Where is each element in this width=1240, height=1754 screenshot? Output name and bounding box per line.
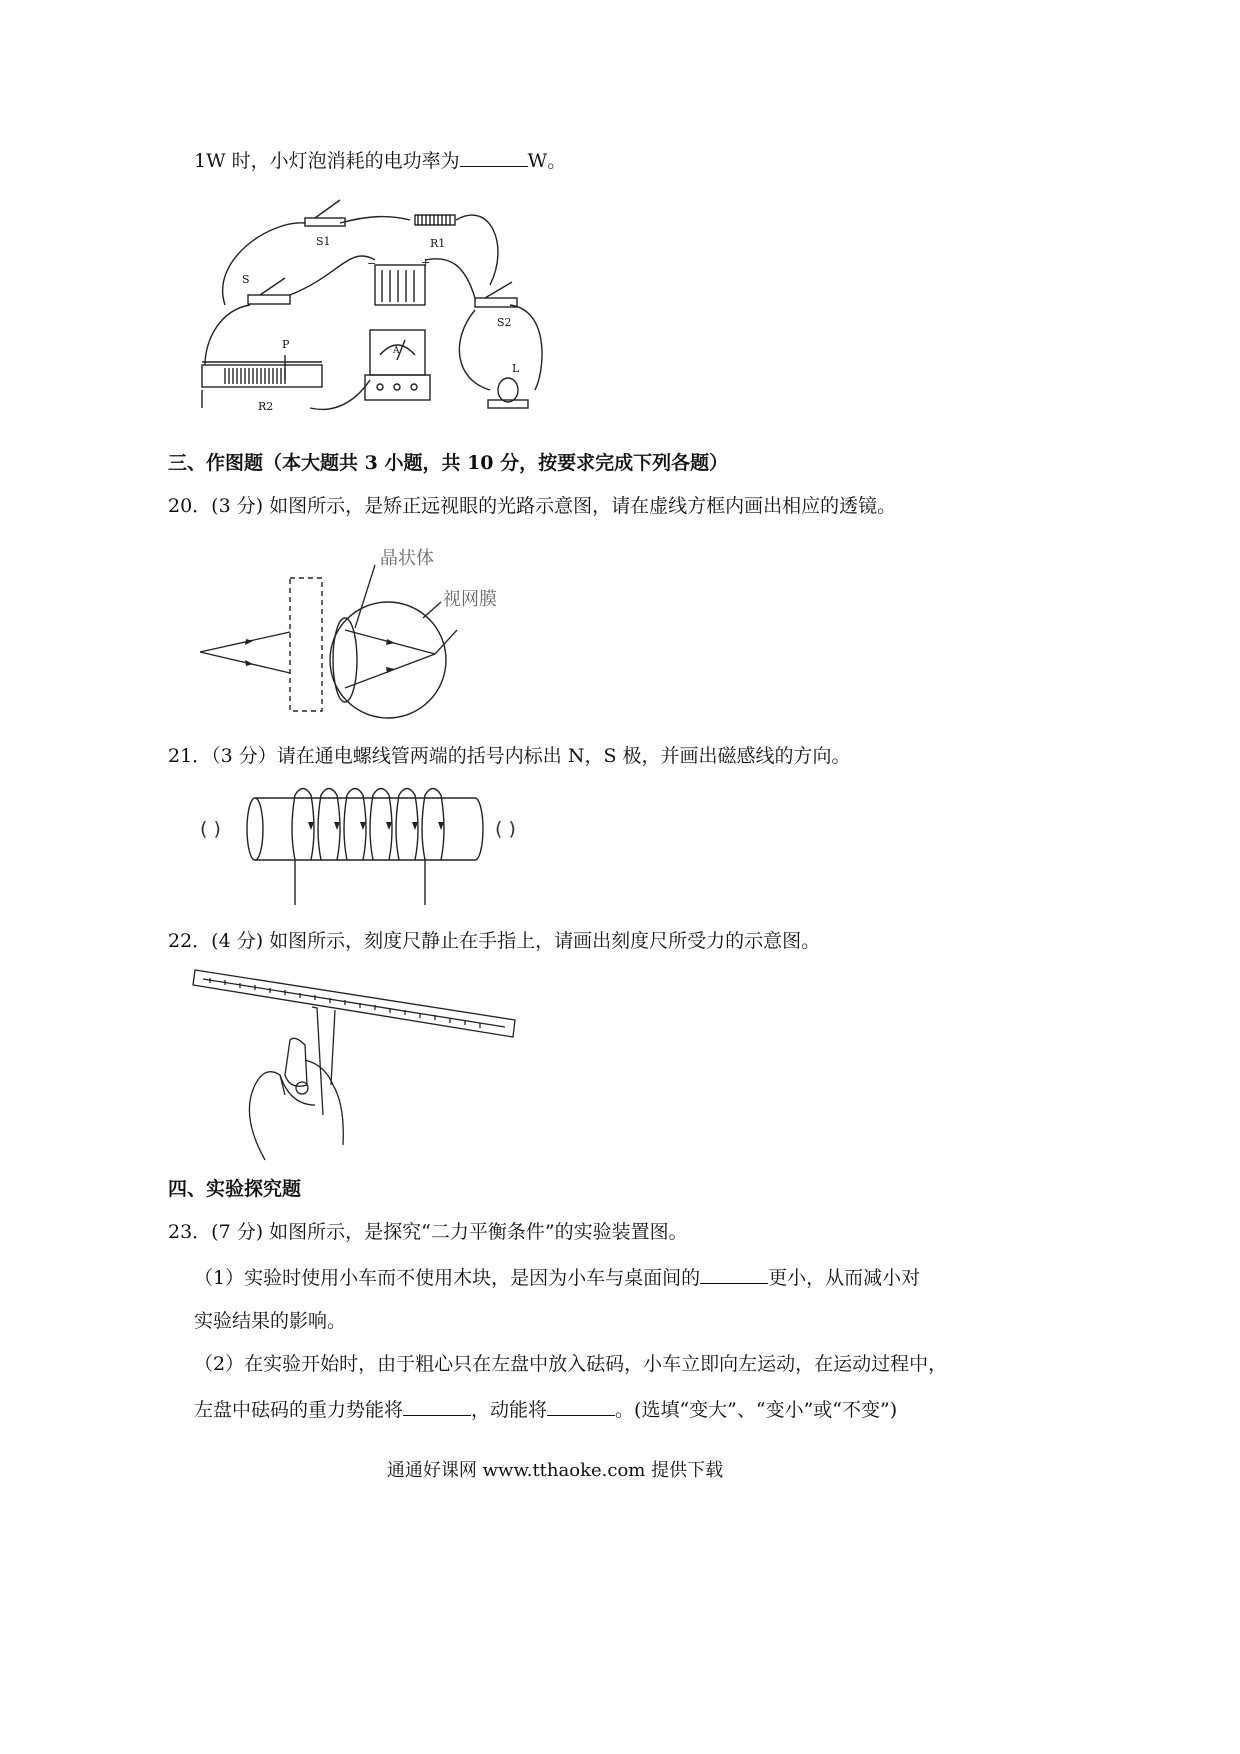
eye-label-retina: 视网膜 xyxy=(443,589,497,610)
q23-1-text: （1）实验时使用小车而不使用木块，是因为小车与桌面间的 xyxy=(194,1267,701,1289)
question-23-part-1-cont: 实验结果的影响。 xyxy=(194,1310,347,1332)
question-20: 20．(3 分) 如图所示，是矫正远视眼的光路示意图，请在虚线方框内画出相应的透镜。 xyxy=(168,495,897,517)
question-22: 22．(4 分) 如图所示，刻度尺静止在手指上，请画出刻度尺所受力的示意图。 xyxy=(168,930,821,952)
question-23-part-2: （2）在实验开始时，由于粗心只在左盘中放入砝码，小车立即向左运动，在运动过程中， xyxy=(194,1353,948,1375)
answer-blank[interactable] xyxy=(403,1395,471,1416)
answer-blank[interactable] xyxy=(460,146,528,167)
label-l: L xyxy=(512,362,520,375)
q19-unit: W。 xyxy=(527,150,567,172)
bracket-right: ( ) xyxy=(495,818,516,840)
answer-blank[interactable] xyxy=(700,1263,768,1284)
q23-2-text-end: 。(选填“变大”、“变小”或“不变”) xyxy=(615,1399,898,1421)
eye-diagram xyxy=(195,540,525,720)
ruler-finger-diagram xyxy=(195,965,525,1165)
label-plus: + xyxy=(421,256,431,269)
label-p: P xyxy=(282,338,290,351)
eye-label-lens: 晶状体 xyxy=(380,548,434,569)
label-r1: R1 xyxy=(430,237,446,250)
label-r2: R2 xyxy=(258,400,274,413)
question-23-part-1 xyxy=(194,1263,920,1291)
circuit-diagram xyxy=(190,190,570,470)
bracket-left: ( ) xyxy=(200,818,221,840)
answer-blank[interactable] xyxy=(547,1395,615,1416)
solenoid-diagram xyxy=(195,780,545,910)
page-footer: 通通好课网 www.tthaoke.com 提供下载 xyxy=(386,1460,724,1481)
question-23-part-2-cont xyxy=(194,1395,897,1423)
q23-2-text-mid: ，动能将 xyxy=(471,1399,548,1421)
q23-2-text: 左盘中砝码的重力势能将 xyxy=(194,1399,404,1421)
label-minus: − xyxy=(367,257,377,270)
label-s: S xyxy=(242,273,250,286)
q23-1-text-end: 更小，从而减小对 xyxy=(768,1267,921,1289)
section-3-title: 三、作图题（本大题共 3 小题，共 10 分，按要求完成下列各题） xyxy=(168,452,729,474)
q19-end-line xyxy=(194,146,566,174)
question-23: 23．(7 分) 如图所示，是探究“二力平衡条件”的实验装置图。 xyxy=(168,1221,688,1243)
question-21: 21．（3 分）请在通电螺线管两端的括号内标出 N，S 极，并画出磁感线的方向。 xyxy=(168,745,851,767)
label-s2: S2 xyxy=(497,316,512,329)
label-ammeter: A xyxy=(393,346,400,356)
q19-end-text: 1W 时，小灯泡消耗的电功率为 xyxy=(194,150,460,172)
section-4-title: 四、实验探究题 xyxy=(168,1178,302,1200)
label-s1: S1 xyxy=(316,235,331,248)
